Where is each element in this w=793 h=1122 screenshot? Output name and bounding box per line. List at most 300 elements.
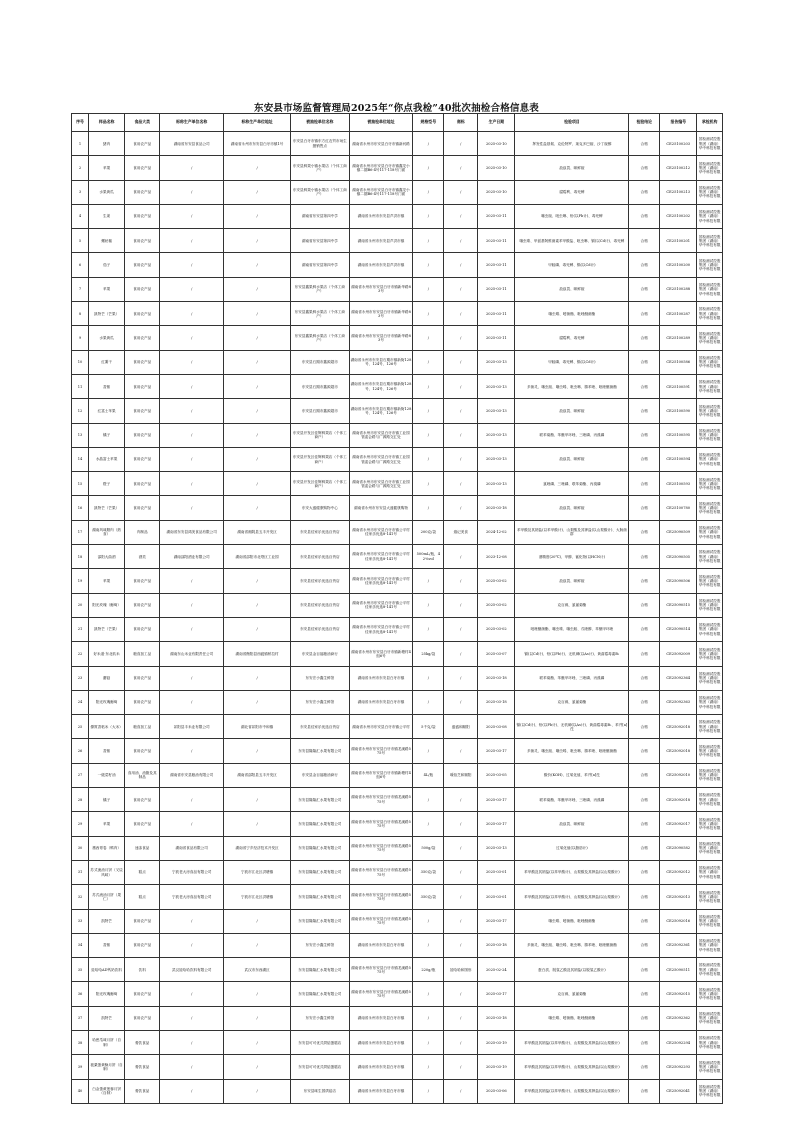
trademark-cell: / — [444, 836, 478, 860]
test-items-cell: 苯甲酸及其钠盐(以苯甲酸计)、山梨酸及其钾盐(以山梨酸计) — [515, 885, 629, 909]
producer-address-cell: 宁波市江北区洪塘镇 — [224, 860, 291, 884]
test-items-cell: 多菌灵、噻虫胺、噻虫嗪、吡虫啉、腈苯唑、吡唑醚菌酯 — [515, 374, 629, 398]
sampled-unit-name-cell: 东安宏小鑫生鲜馆 — [291, 690, 350, 714]
producer-address-cell: / — [224, 204, 291, 228]
sample-name-cell: 阳光玫瑰葡萄 — [89, 690, 125, 714]
row-number-cell: 11 — [72, 374, 89, 398]
sampled-unit-address-cell: 湖南省永州市东安县白牙市镇新河路 — [349, 132, 413, 156]
production-date-cell: 2025-03-10 — [478, 156, 515, 180]
testing-agency-cell: 国检测试控股集团（湖南）华中科技有限 — [697, 860, 723, 884]
sampled-unit-name-cell: 东安县可可优式烘焙蛋糕店 — [291, 1055, 350, 1079]
producer-address-cell: / — [224, 326, 291, 350]
column-header: 检验结论 — [629, 114, 660, 132]
table-body — [72, 132, 723, 1104]
conclusion-cell: 合格 — [629, 447, 660, 471]
producer-name-cell: / — [160, 812, 224, 836]
report-number-cell: CE25092018 — [660, 715, 697, 739]
trademark-cell: / — [444, 617, 478, 641]
producer-address-cell: / — [224, 1006, 291, 1030]
specification-cell: / — [413, 617, 444, 641]
test-items-cell: 克百威、氯氰菊酯 — [515, 982, 629, 1006]
report-number-cell: CE25100201 — [660, 229, 697, 253]
column-header: 商标 — [444, 114, 478, 132]
trademark-cell: / — [444, 1079, 478, 1103]
row-number-cell: 34 — [72, 933, 89, 957]
testing-agency-cell: 国检测试控股集团（湖南）华中科技有限 — [697, 763, 723, 787]
testing-agency-cell: 国检测试控股集团（湖南）华中科技有限 — [697, 982, 723, 1006]
column-header: 检验项目 — [515, 114, 629, 132]
sample-name-cell: 好米道·东北软米 — [89, 642, 125, 666]
production-date-cell: 2025-03-01 — [478, 885, 515, 909]
trademark-cell: / — [444, 180, 478, 204]
report-number-cell: CE25100780 — [660, 496, 697, 520]
testing-agency-cell: 国检测试控股集团（湖南）华中科技有限 — [697, 666, 723, 690]
producer-name-cell: 祁阳县丰米业有限公司 — [160, 715, 224, 739]
report-number-cell: CE25100594 — [660, 447, 697, 471]
sample-name-cell: 湖南风味腊肉（熟食） — [89, 520, 125, 544]
food-category-cell: 食用农产品 — [125, 933, 160, 957]
food-category-cell: 食用农产品 — [125, 326, 160, 350]
testing-agency-cell: 国检测试控股集团（湖南）华中科技有限 — [697, 739, 723, 763]
sampled-unit-name-cell: 东安县鑫果鲜水果店（个体工商户） — [291, 302, 350, 326]
food-category-cell: 饮料 — [125, 958, 160, 982]
sampled-unit-name-cell: 东安县佳家乐优选百货店 — [291, 617, 350, 641]
trademark-cell: 熔记美食 — [444, 520, 478, 544]
testing-agency-cell: 国检测试控股集团（湖南）华中科技有限 — [697, 399, 723, 423]
producer-name-cell: / — [160, 253, 224, 277]
sampled-unit-name-cell: 东安县鲜果小镇水果店（个体工商户） — [291, 180, 350, 204]
production-date-cell: 2025-03-19 — [478, 1030, 515, 1054]
test-items-cell: 过氧化值(以脂肪计) — [515, 836, 629, 860]
test-items-cell: 挥发性盐基氮、克伦特罗、莱克多巴胺、沙丁胺醇 — [515, 132, 629, 156]
sample-name-cell: 一级菜籽油 — [89, 763, 125, 787]
specification-cell: / — [413, 933, 444, 957]
sample-name-cell: 凯特芒 — [89, 909, 125, 933]
producer-address-cell: / — [224, 933, 291, 957]
trademark-cell: / — [444, 1006, 478, 1030]
production-date-cell: 2025-03-06 — [478, 1079, 515, 1103]
sampled-unit-name-cell: 东安县鲜果小镇水果店（个体工商户） — [291, 156, 350, 180]
producer-name-cell: / — [160, 739, 224, 763]
test-items-cell: 甲胺磷、毒死蜱、镉(以Cd计) — [515, 350, 629, 374]
table-row — [72, 180, 723, 204]
specification-cell: / — [413, 472, 444, 496]
report-number-cell: CE25092293 — [660, 1055, 697, 1079]
food-category-cell: 食用农产品 — [125, 229, 160, 253]
table-row — [72, 763, 723, 787]
conclusion-cell: 合格 — [629, 423, 660, 447]
row-number-cell: 12 — [72, 399, 89, 423]
row-number-cell: 40 — [72, 1079, 89, 1103]
sample-name-cell: 猪肉 — [89, 132, 125, 156]
report-number-cell: CE25100288 — [660, 277, 697, 301]
conclusion-cell: 合格 — [629, 277, 660, 301]
producer-address-cell: / — [224, 690, 291, 714]
table-row — [72, 836, 723, 860]
food-category-cell: 食用农产品 — [125, 277, 160, 301]
producer-name-cell: / — [160, 617, 224, 641]
producer-address-cell: / — [224, 569, 291, 593]
testing-agency-cell: 国检测试控股集团（湖南）华中科技有限 — [697, 545, 723, 569]
row-number-cell: 37 — [72, 1006, 89, 1030]
trademark-cell: / — [444, 982, 478, 1006]
report-number-cell: CE25092016 — [660, 909, 697, 933]
food-category-cell: 酒类 — [125, 545, 160, 569]
report-number-cell: CE25092012 — [660, 860, 697, 884]
sampled-unit-address-cell: 湖南省永州市东安县芦洪市镇 — [349, 253, 413, 277]
producer-name-cell: / — [160, 156, 224, 180]
specification-cell: 500mL/瓶，42%vol — [413, 545, 444, 569]
sample-name-cell: 凯特芒（芒果） — [89, 617, 125, 641]
specification-cell: / — [413, 132, 444, 156]
trademark-cell: / — [444, 1055, 478, 1079]
report-number-cell: CE25092362 — [660, 1006, 697, 1030]
report-number-cell: CE25092363 — [660, 690, 697, 714]
specification-cell: / — [413, 277, 444, 301]
testing-agency-cell: 国检测试控股集团（湖南）华中科技有限 — [697, 1055, 723, 1079]
food-category-cell: 食用农产品 — [125, 132, 160, 156]
conclusion-cell: 合格 — [629, 933, 660, 957]
table-row — [72, 617, 723, 641]
food-category-cell: 食用油、油脂及其制品 — [125, 763, 160, 787]
producer-address-cell: / — [224, 447, 291, 471]
trademark-cell: / — [444, 156, 478, 180]
conclusion-cell: 合格 — [629, 1030, 660, 1054]
conclusion-cell: 合格 — [629, 909, 660, 933]
testing-agency-cell: 国检测试控股集团（湖南）华中科技有限 — [697, 423, 723, 447]
sampled-unit-name-cell: 东安县开发区佳辉鲜果店（个体工商户） — [291, 472, 350, 496]
table-row — [72, 1079, 723, 1103]
test-items-cell: 联苯菊酯、苯醚甲环唑、三唑磷、丙溴磷 — [515, 666, 629, 690]
testing-agency-cell: 国检测试控股集团（湖南）华中科技有限 — [697, 156, 723, 180]
producer-name-cell: / — [160, 690, 224, 714]
testing-agency-cell: 国检测试控股集团（湖南）华中科技有限 — [697, 933, 723, 957]
test-items-cell: 蛋白质、脱氢乙酸及其钠盐(以脱氢乙酸计) — [515, 958, 629, 982]
specification-cell: / — [413, 1055, 444, 1079]
column-header: 被抽检单位地址 — [349, 114, 413, 132]
row-number-cell: 5 — [72, 229, 89, 253]
test-items-cell: 氯唑磷、三唑磷、联苯菊酯、丙溴磷 — [515, 472, 629, 496]
report-number-cell: CE25092017 — [660, 812, 697, 836]
sampled-unit-address-cell: 湖南省永州市东安县白牙市镇龙溪路575号 — [349, 788, 413, 812]
row-number-cell: 31 — [72, 860, 89, 884]
sampled-unit-address-cell: 湖南省永州市东安县芦洪市镇 — [349, 229, 413, 253]
testing-agency-cell: 国检测试控股集团（湖南）华中科技有限 — [697, 496, 723, 520]
specification-cell: / — [413, 496, 444, 520]
sample-name-cell: 苹果 — [89, 156, 125, 180]
test-items-cell: 吡唑醚菌酯、噻虫嗪、噻虫胺、戊唑醇、苯醚甲环唑 — [515, 617, 629, 641]
food-category-cell: 糕点 — [125, 885, 160, 909]
testing-agency-cell: 国检测试控股集团（湖南）华中科技有限 — [697, 1030, 723, 1054]
test-items-cell: 联苯菊酯、苯醚甲环唑、三唑磷、丙溴磷 — [515, 423, 629, 447]
row-number-cell: 36 — [72, 982, 89, 1006]
trademark-cell: / — [444, 472, 478, 496]
food-category-cell: 食用农产品 — [125, 253, 160, 277]
sample-name-cell: 哈密瓜味月饼（自制） — [89, 1030, 125, 1054]
header-row — [72, 114, 723, 132]
sampled-unit-name-cell: 东安县隆隆汇水果有限公司 — [291, 982, 350, 1006]
specification-cell: 220g/瓶 — [413, 958, 444, 982]
conclusion-cell: 合格 — [629, 958, 660, 982]
producer-address-cell: / — [224, 593, 291, 617]
producer-name-cell: / — [160, 180, 224, 204]
producer-name-cell: 宁波老大房食品有限公司 — [160, 860, 224, 884]
test-items-cell: 苯甲酸及其钠盐(以苯甲酸计)、山梨酸及其钾盐(以山梨酸计) — [515, 1055, 629, 1079]
food-category-cell: 食用农产品 — [125, 909, 160, 933]
row-number-cell: 2 — [72, 156, 89, 180]
sampled-unit-address-cell: 湖南省永州市东安县白牙市镇工业园管委会路与广源路交汇处 — [349, 472, 413, 496]
sampled-unit-name-cell: 东安县隆隆汇水果有限公司 — [291, 860, 350, 884]
conclusion-cell: 合格 — [629, 739, 660, 763]
conclusion-cell: 合格 — [629, 569, 660, 593]
row-number-cell: 14 — [72, 447, 89, 471]
sampled-unit-address-cell: 湖南省永州市东安县石期市镇新街128号、124号、126号 — [349, 350, 413, 374]
trademark-cell: / — [444, 642, 478, 666]
testing-agency-cell: 国检测试控股集团（湖南）华中科技有限 — [697, 180, 723, 204]
producer-name-cell: / — [160, 374, 224, 398]
production-date-cell: 2025-03-17 — [478, 739, 515, 763]
trademark-cell: / — [444, 229, 478, 253]
producer-address-cell: 湖南省邵阳市北塔区工业园 — [224, 545, 291, 569]
production-date-cell: 2025-03-13 — [478, 423, 515, 447]
test-items-cell: 噻虫嗪、甲氨基阿维菌素苯甲酸盐、吡虫啉、镉(以Cd计)、毒死蜱 — [515, 229, 629, 253]
production-date-cell: 2024-12-02 — [478, 520, 515, 544]
producer-name-cell: / — [160, 326, 224, 350]
report-number-cell: CE25092009 — [660, 642, 697, 666]
production-date-cell: 2025-03-11 — [478, 229, 515, 253]
test-items-cell: 苯甲酸及其钠盐(以苯甲酸计)、山梨酸及其钾盐(以山梨酸计)、大肠菌群 — [515, 520, 629, 544]
producer-address-cell: / — [224, 350, 291, 374]
test-items-cell: 多菌灵、噻虫胺、噻虫嗪、吡虫啉、腈苯唑、吡唑醚菌酯 — [515, 933, 629, 957]
producer-name-cell: / — [160, 1030, 224, 1054]
table-row — [72, 982, 723, 1006]
table-row — [72, 1006, 723, 1030]
sampled-unit-address-cell: 湖南省永州市东安县石期市镇新街128号、124号、126号 — [349, 374, 413, 398]
production-date-cell: 2023-12-08 — [478, 545, 515, 569]
test-items-cell: 噻虫嗪、嘧菌酯、吡唑醚菌酯 — [515, 1006, 629, 1030]
sampled-unit-name-cell: 东安县隆隆汇水果有限公司 — [291, 788, 350, 812]
specification-cell: / — [413, 326, 444, 350]
testing-agency-cell: 国检测试控股集团（湖南）华中科技有限 — [697, 715, 723, 739]
table-row — [72, 593, 723, 617]
trademark-cell: / — [444, 374, 478, 398]
report-number-cell: CE25092361 — [660, 933, 697, 957]
producer-name-cell: / — [160, 496, 224, 520]
report-number-cell: CE25100591 — [660, 374, 697, 398]
testing-agency-cell: 国检测试控股集团（湖南）华中科技有限 — [697, 617, 723, 641]
table-row — [72, 642, 723, 666]
test-items-cell: 噻虫嗪、嘧菌酯、吡唑醚菌酯 — [515, 302, 629, 326]
specification-cell: / — [413, 180, 444, 204]
sampled-unit-address-cell: 湖南省永州市东安县白牙市镇公平村佳家乐优选8-141号 — [349, 593, 413, 617]
sample-name-cell: 红富士苹果 — [89, 399, 125, 423]
producer-name-cell: / — [160, 399, 224, 423]
column-header: 规格型号 — [413, 114, 444, 132]
sampled-unit-name-cell: 东安县可可优式烘焙蛋糕店 — [291, 1030, 350, 1054]
sampled-unit-address-cell: 湖南省永州市东安县白牙市镇鑫龙小镇二期B6-4号117-118号门面 — [349, 156, 413, 180]
conclusion-cell: 合格 — [629, 326, 660, 350]
testing-agency-cell: 国检测试控股集团（湖南）华中科技有限 — [697, 204, 723, 228]
food-category-cell: 食用农产品 — [125, 204, 160, 228]
trademark-cell: / — [444, 1030, 478, 1054]
sampled-unit-name-cell: 东安县石期市鑫源超市 — [291, 399, 350, 423]
test-items-cell: 克百威、氯氰菊酯 — [515, 593, 629, 617]
sampled-unit-name-cell: 东安县味生园烘焙店 — [291, 1079, 350, 1103]
food-category-cell: 肉制品 — [125, 520, 160, 544]
sample-name-cell: 板栗蛋黄酥月饼（自制） — [89, 1055, 125, 1079]
food-category-cell: 食用农产品 — [125, 374, 160, 398]
row-number-cell: 4 — [72, 204, 89, 228]
sampled-unit-address-cell: 湖南省永州市东安县白牙市镇工业园管委会路与广源路交汇处 — [349, 447, 413, 471]
table-row — [72, 229, 723, 253]
food-category-cell: 食用农产品 — [125, 423, 160, 447]
conclusion-cell: 合格 — [629, 399, 660, 423]
producer-name-cell: / — [160, 472, 224, 496]
sampled-unit-name-cell: 湖南省东安县第四中学 — [291, 253, 350, 277]
testing-agency-cell: 国检测试控股集团（湖南）华中科技有限 — [697, 132, 723, 156]
specification-cell: / — [413, 690, 444, 714]
food-category-cell: 食用农产品 — [125, 690, 160, 714]
sample-name-cell: 橘子 — [89, 423, 125, 447]
sample-name-cell: 香蕉 — [89, 933, 125, 957]
conclusion-cell: 合格 — [629, 1055, 660, 1079]
trademark-cell: / — [444, 496, 478, 520]
conclusion-cell: 合格 — [629, 812, 660, 836]
sample-name-cell: 水果黄瓜 — [89, 180, 125, 204]
production-date-cell: 2025-03-11 — [478, 253, 515, 277]
production-date-cell: 2025-03-19 — [478, 1055, 515, 1079]
row-number-cell: 21 — [72, 617, 89, 641]
food-category-cell: 食用农产品 — [125, 472, 160, 496]
trademark-cell: / — [444, 204, 478, 228]
table-row — [72, 958, 723, 982]
specification-cell: 350克/袋 — [413, 860, 444, 884]
page-title: 东安县市场监督管理局2025年“你点我检”40批次抽检合格信息表 — [254, 103, 539, 114]
test-items-cell: 多菌灵、噻虫胺、噻虫嗪、吡虫啉、腈苯唑、吡唑醚菌酯 — [515, 739, 629, 763]
conclusion-cell: 合格 — [629, 204, 660, 228]
column-header: 序号 — [72, 114, 89, 132]
trademark-cell: / — [444, 545, 478, 569]
production-date-cell: 2025-03-05 — [478, 763, 515, 787]
report-number-cell: CE25092013 — [660, 885, 697, 909]
sample-name-cell: 白金蛋黄莲蓉月饼（自制） — [89, 1079, 125, 1103]
test-items-cell: 苯甲酸及其钠盐(以苯甲酸计)、山梨酸及其钾盐(以山梨酸计) — [515, 1030, 629, 1054]
producer-name-cell: / — [160, 1079, 224, 1103]
producer-address-cell: 湖南省永州市东安县白牙市镇1号 — [224, 132, 291, 156]
report-number-cell: CE25090514 — [660, 617, 697, 641]
food-category-cell: 食用农产品 — [125, 569, 160, 593]
production-date-cell: 2025-03-11 — [478, 302, 515, 326]
table-row — [72, 350, 723, 374]
test-items-cell: 镉(以Cd计)、铅(以Pb计)、无机砷(以As计)、黄曲霉毒素B₁、苯并[a]芘 — [515, 715, 629, 739]
specification-cell: / — [413, 1079, 444, 1103]
row-number-cell: 7 — [72, 277, 89, 301]
specification-cell: / — [413, 982, 444, 1006]
sampled-unit-address-cell: 湖南省永州市东安县白牙市镇工业园管委会路与广源路交汇处 — [349, 423, 413, 447]
producer-address-cell: / — [224, 666, 291, 690]
producer-name-cell: / — [160, 666, 224, 690]
specification-cell: / — [413, 909, 444, 933]
row-number-cell: 24 — [72, 690, 89, 714]
producer-address-cell: 湖南省宁乡经济技术开发区 — [224, 836, 291, 860]
conclusion-cell: 合格 — [629, 982, 660, 1006]
sampled-unit-address-cell: 湖南省永州市东安县白牙市镇龙溪路575号 — [349, 739, 413, 763]
sample-name-cell: 凯特芒 — [89, 1006, 125, 1030]
conclusion-cell: 合格 — [629, 253, 660, 277]
testing-agency-cell: 国检测试控股集团（湖南）华中科技有限 — [697, 1079, 723, 1103]
sampled-unit-address-cell: 湖南省永州市东安县白牙市镇 — [349, 666, 413, 690]
specification-cell: 4L/瓶 — [413, 763, 444, 787]
table-row — [72, 812, 723, 836]
trademark-cell: 娃哈哈和图形 — [444, 958, 478, 982]
conclusion-cell: 合格 — [629, 132, 660, 156]
specification-cell: / — [413, 1006, 444, 1030]
sampled-unit-address-cell: 湖南省永州市东安县白牙市镇新华路83号 — [349, 326, 413, 350]
test-items-cell: 苯甲酸及其钠盐(以苯甲酸计)、山梨酸及其钾盐(以山梨酸计) — [515, 860, 629, 884]
trademark-cell: / — [444, 812, 478, 836]
testing-agency-cell: 国检测试控股集团（湖南）华中科技有限 — [697, 569, 723, 593]
sample-name-cell: 橘子 — [89, 788, 125, 812]
trademark-cell: / — [444, 302, 478, 326]
production-date-cell: 2025-02-24 — [478, 958, 515, 982]
row-number-cell: 22 — [72, 642, 89, 666]
production-date-cell: 2025-03-13 — [478, 836, 515, 860]
table-row — [72, 277, 723, 301]
testing-agency-cell: 国检测试控股集团（湖南）华中科技有限 — [697, 958, 723, 982]
trademark-cell: 盛盛和顺阳 — [444, 715, 478, 739]
row-number-cell: 20 — [72, 593, 89, 617]
food-category-cell: 食用农产品 — [125, 593, 160, 617]
row-number-cell: 25 — [72, 715, 89, 739]
producer-name-cell: / — [160, 447, 224, 471]
row-number-cell: 15 — [72, 472, 89, 496]
specification-cell: 200克/袋 — [413, 520, 444, 544]
testing-agency-cell: 国检测试控股集团（湖南）华中科技有限 — [697, 253, 723, 277]
producer-name-cell: / — [160, 302, 224, 326]
sampled-unit-name-cell: 东安县金百福粮油商行 — [291, 763, 350, 787]
specification-cell: / — [413, 666, 444, 690]
sampled-unit-address-cell: 湖南省永州市东安县白牙市镇 — [349, 933, 413, 957]
trademark-cell: / — [444, 326, 478, 350]
test-items-cell: 酒精度(20℃)、甲醇、氰化物(以HCN计) — [515, 545, 629, 569]
producer-name-cell: / — [160, 350, 224, 374]
row-number-cell: 26 — [72, 739, 89, 763]
table-row — [72, 909, 723, 933]
specification-cell: / — [413, 399, 444, 423]
food-category-cell: 食用农产品 — [125, 1006, 160, 1030]
conclusion-cell: 合格 — [629, 520, 660, 544]
producer-address-cell: / — [224, 1055, 291, 1079]
producer-address-cell: / — [224, 617, 291, 641]
testing-agency-cell: 国检测试控股集团（湖南）华中科技有限 — [697, 690, 723, 714]
column-header: 报告编号 — [660, 114, 697, 132]
conclusion-cell: 合格 — [629, 350, 660, 374]
report-number-cell: CE25090509 — [660, 520, 697, 544]
specification-cell: 5千克/袋 — [413, 715, 444, 739]
food-category-cell: 食用农产品 — [125, 399, 160, 423]
report-number-cell: CE25100593 — [660, 472, 697, 496]
trademark-cell: / — [444, 423, 478, 447]
sampled-unit-name-cell: 东安县隆隆汇水果有限公司 — [291, 812, 350, 836]
sample-name-cell: 生姜 — [89, 204, 125, 228]
specification-cell: / — [413, 229, 444, 253]
specification-cell: / — [413, 423, 444, 447]
testing-agency-cell: 国检测试控股集团（湖南）华中科技有限 — [697, 472, 723, 496]
producer-name-cell: / — [160, 909, 224, 933]
producer-name-cell: 湖南东山米业有限责任公司 — [160, 642, 224, 666]
producer-name-cell: 湖南省东安县食品公司 — [160, 132, 224, 156]
table-row — [72, 715, 723, 739]
